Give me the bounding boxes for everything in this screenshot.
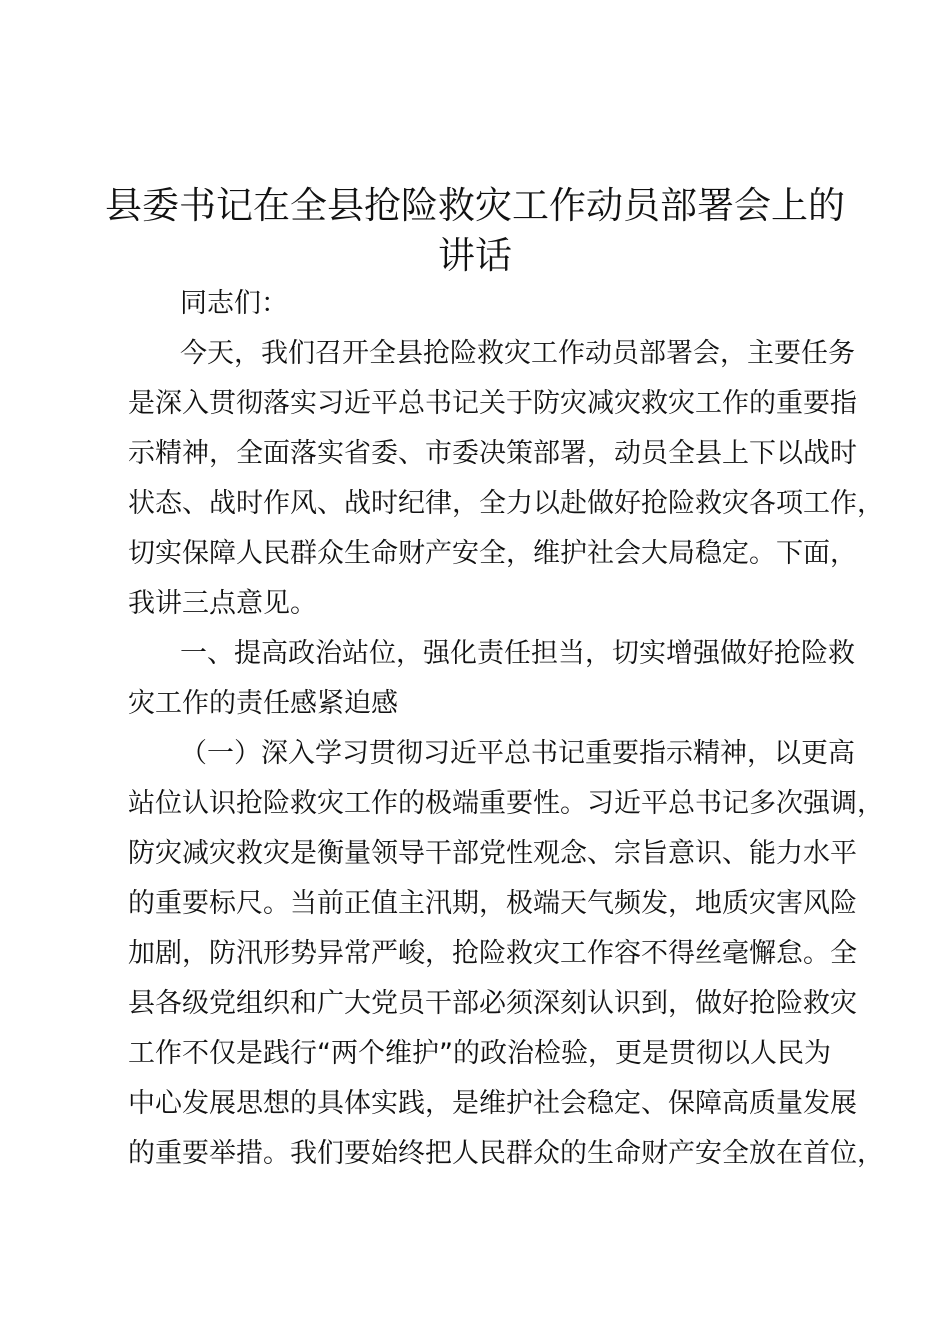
body-line: 工作不仅是践行“两个维护”的政治检验，更是贯彻以人民为	[128, 1038, 831, 1069]
body-line: 的重要举措。我们要始终把人民群众的生命财产安全放在首位，	[128, 1138, 884, 1169]
body-line: 站位认识抢险救灾工作的极端重要性。习近平总书记多次强调，	[128, 788, 884, 819]
body-line: 状态、战时作风、战时纪律，全力以赴做好抢险救灾各项工作，	[128, 488, 884, 519]
body-line: 县各级党组织和广大党员干部必须深刻认识到，做好抢险救灾	[128, 988, 857, 1019]
body-line: 今天，我们召开全县抢险救灾工作动员部署会，主要任务	[180, 338, 855, 369]
document-title-line-2: 讲话	[438, 234, 512, 277]
body-line: 切实保障人民群众生命财产安全，维护社会大局稳定。下面，	[128, 538, 857, 569]
section-heading: 一、提高政治站位，强化责任担当，切实增强做好抢险救	[180, 638, 855, 669]
document-title-line-1: 县委书记在全县抢险救灾工作动员部署会上的	[105, 184, 845, 227]
body-line: 是深入贯彻落实习近平总书记关于防灾减灾救灾工作的重要指	[128, 388, 857, 419]
body-line: （一）深入学习贯彻习近平总书记重要指示精神，以更高	[180, 738, 855, 769]
body-line: 防灾减灾救灾是衡量领导干部党性观念、宗旨意识、能力水平	[128, 838, 857, 869]
section-heading: 灾工作的责任感紧迫感	[128, 688, 398, 719]
body-line: 的重要标尺。当前正值主汛期，极端天气频发，地质灾害风险	[128, 888, 857, 919]
body-line: 示精神，全面落实省委、市委决策部署，动员全县上下以战时	[128, 438, 857, 469]
salutation: 同志们：	[180, 288, 288, 319]
body-line: 中心发展思想的具体实践，是维护社会稳定、保障高质量发展	[128, 1088, 857, 1119]
body-line: 我讲三点意见。	[128, 588, 317, 619]
body-line: 加剧，防汛形势异常严峻，抢险救灾工作容不得丝毫懈怠。全	[128, 938, 857, 969]
